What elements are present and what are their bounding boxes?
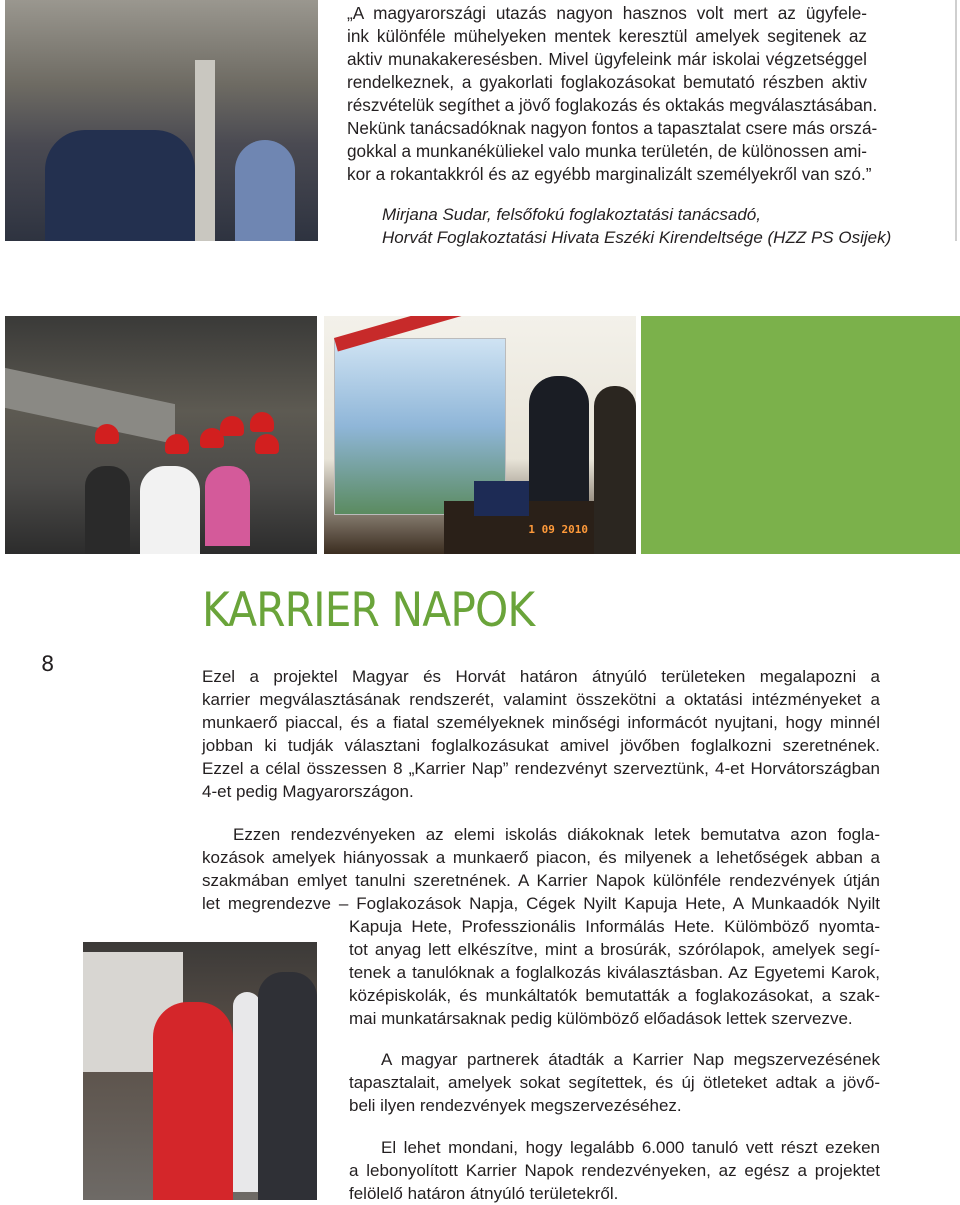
text-line: jobban ki tudják választani foglalkozásukat amivel jövőben foglalkozni szeretnének.	[202, 736, 880, 755]
photo-factory-visit	[5, 316, 317, 554]
green-accent-block	[641, 316, 960, 554]
text-line: tot anyag lett elkészítve, mint a brosúrák, szórólapok, amelyek segí-	[349, 940, 880, 959]
text-line: tapasztalait, amelyek sokat segítettek, és új ötleteket adtak a jövő-	[349, 1073, 880, 1092]
quote-line: aktiv munakakeresésben. Mivel ügyfeleink már iskolai végzetséggel	[347, 49, 867, 69]
text-line: Ezzen rendezvényeken az elemi iskolás diákoknak letek bemutatva azon fogla-	[233, 825, 880, 844]
photo-career-day-event	[83, 942, 317, 1200]
text-line: El lehet mondani, hogy legalább 6.000 tanuló vett részt ezeken	[381, 1138, 880, 1157]
quote-line: „A magyarországi utazás nagyon hasznos volt mert az ügyfele-	[347, 3, 867, 23]
photo-date-stamp: 1 09 2010	[528, 523, 588, 536]
text-line: 4-et pedig Magyarországon.	[202, 782, 414, 801]
text-line: felölelő határon átnyúló területekről.	[349, 1184, 619, 1203]
quote-line: rendelkeznek, a gyakorlati foglakozásokat bemutató részben aktiv	[347, 72, 867, 92]
page-number: 8	[41, 652, 55, 676]
text-line: munkaerő piaccal, és a fiatal személyeknek minőségi informácót nyujtani, hogy minnél	[202, 713, 880, 732]
text-line: mai munkatársaknak pedig külömböző előadások lettek szervezve.	[349, 1009, 853, 1028]
text-line: Kapuja Hete, Professzionális Informálás Hete. Külömböző nyomta-	[349, 917, 880, 936]
photo-students-workshop	[5, 0, 318, 241]
attribution-name: Mirjana Sudar, felsőfokú foglakoztatási tanácsadó,	[382, 205, 761, 224]
photo-exhibition-booth	[324, 316, 636, 554]
text-line: Ezel a projektel Magyar és Horvát határon átnyúló területeken megalapozni a	[202, 667, 880, 686]
text-line: beli ilyen rendezvények megszervezéséhez.	[349, 1096, 682, 1115]
attribution-office: Horvát Foglakoztatási Hivata Eszéki Kirendeltsége (HZZ PS Osijek)	[382, 228, 892, 247]
text-line: tenek a tanulóknak a foglalkozás kiválasztásban. Az Egyetemi Karok,	[349, 963, 880, 982]
quote-line: gokkal a munkanéküliekel valo munka területén, de különossen ami-	[347, 141, 867, 161]
quote-line: Nekünk tanácsadóknak nagyon fontos a tapasztalat csere más orszá-	[347, 118, 878, 138]
text-line: kozások amelyek hiányossak a munkaerő piacon, és milyenek a lehetőségek abban a	[202, 848, 880, 867]
text-line: karrier megválasztásának rendszerét, valamint összekötni a oktatási intézményeket a	[202, 690, 880, 709]
section-title: KARRIER NAPOK	[202, 583, 535, 638]
quote-line: kor a rokantakkról és az egyébb marginalizált személyekről van szó.”	[347, 164, 872, 184]
quote-line: ink különféle mühelyeken mentek keresztül amelyek segitenek az	[347, 26, 867, 46]
text-line: középiskolák, és munkáltatók bemutatták a foglakozásokat, a szak-	[349, 986, 880, 1005]
quote-line: részvételük segíthet a jövő foglakozás és oktakás megválasztásában.	[347, 95, 878, 115]
text-line: let megrendezve – Foglakozások Napja, Cégek Nyilt Kapuja Hete, A Munkaadók Nyilt	[202, 894, 880, 913]
text-line: a lebonyolított Karrier Napok rendezvényeken, az egész a projektet	[349, 1161, 880, 1180]
text-line: Ezzel a célal összessen 8 „Karrier Nap” rendezvényt szerveztünk, 4-et Horvátországban	[202, 759, 880, 778]
text-line: szakmában emlyet tanulni szeretnének. A Karrier Napok különféle rendezvények útján	[202, 871, 880, 890]
page-edge-line	[955, 0, 957, 241]
text-line: A magyar partnerek átadták a Karrier Nap megszervezésének	[381, 1050, 880, 1069]
